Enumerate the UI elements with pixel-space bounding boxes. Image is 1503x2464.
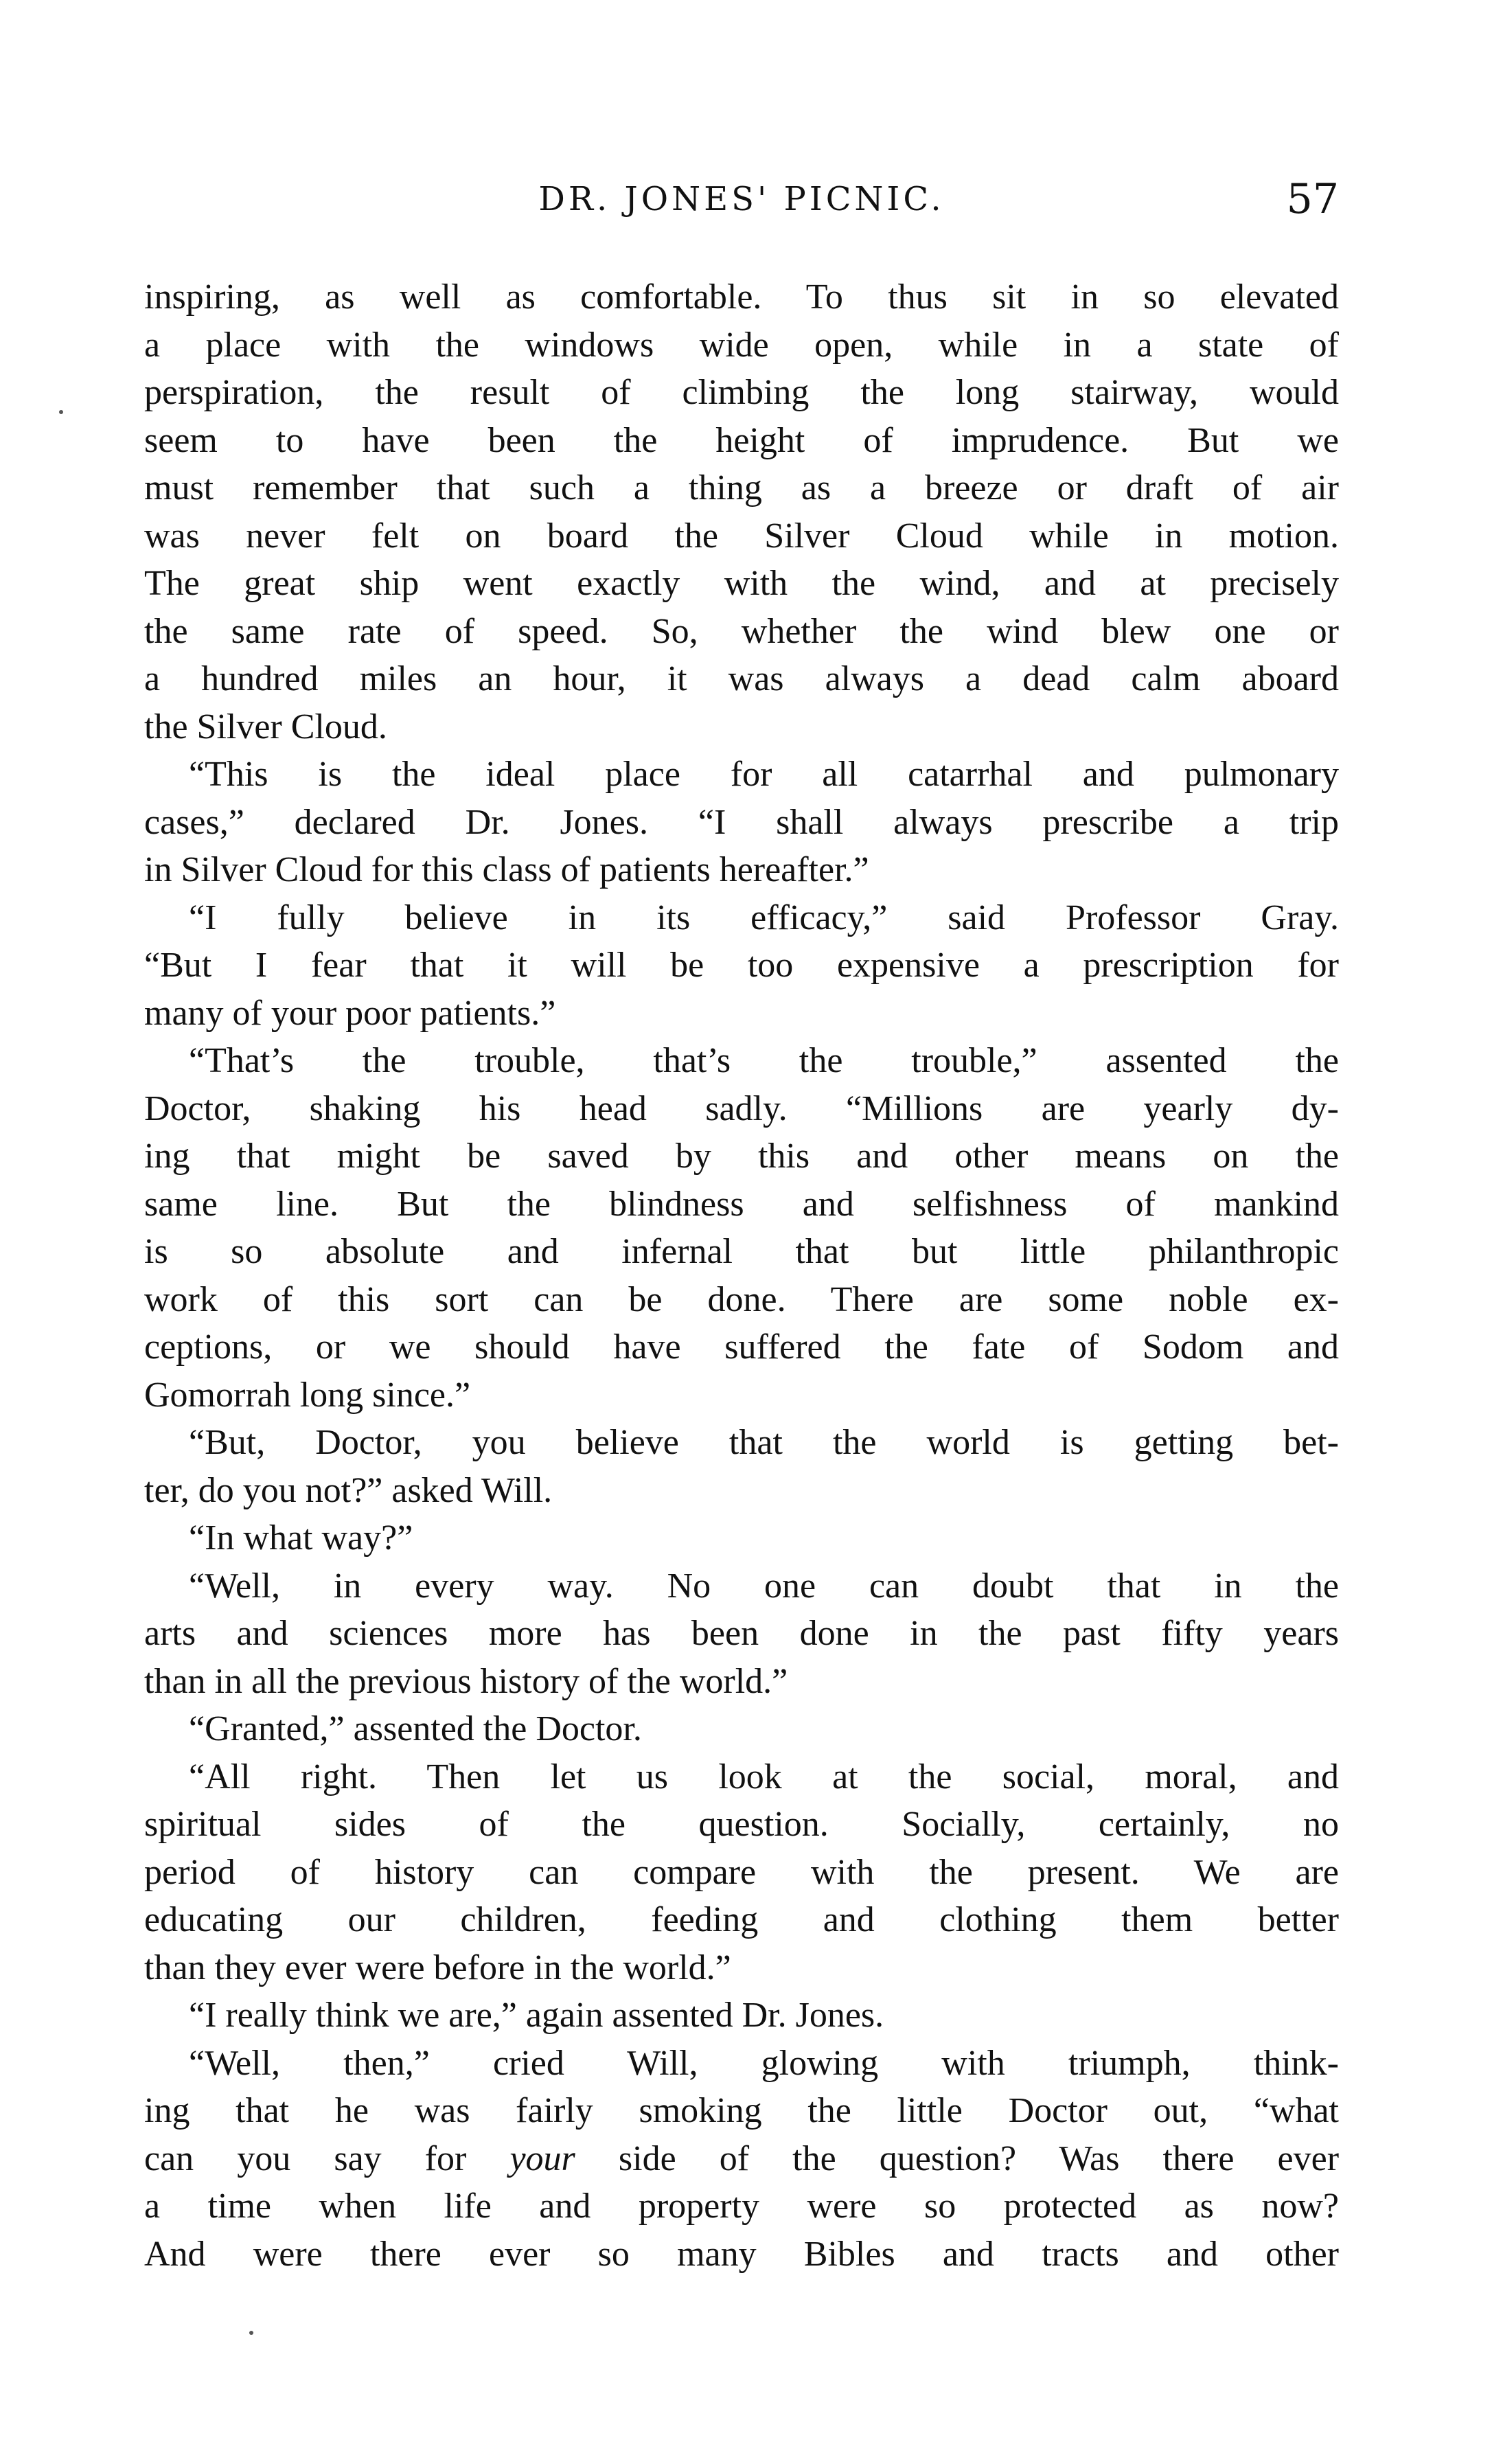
text-segment: educating our children, feeding and clothing them better: [144, 1900, 1339, 1939]
text-line: [144, 2040, 1339, 2088]
text-line: [144, 1849, 1339, 1897]
text-segment: the Silver Cloud.: [144, 707, 387, 746]
text-segment: “I fully believe in its efficacy,” said Professor Gray.: [189, 898, 1339, 937]
text-line: [144, 1896, 1339, 1944]
text-segment: “Well, then,” cried Will, glowing with triumph, think-: [189, 2043, 1339, 2083]
text-line: [144, 1276, 1339, 1324]
text-line: [144, 608, 1339, 656]
text-line: [144, 1228, 1339, 1276]
text-line: [144, 1467, 1339, 1515]
text-segment: “But, Doctor, you believe that the world is getting bet-: [189, 1423, 1339, 1462]
body-text: [144, 273, 1339, 2278]
text-line: [144, 464, 1339, 512]
print-speck: [59, 410, 63, 414]
running-head: [144, 172, 1339, 227]
text-segment: Doctor, shaking his head sadly. “Millions are yearly dy-: [144, 1088, 1339, 1128]
text-segment: “All right. Then let us look at the social, moral, and: [189, 1757, 1339, 1796]
text-line: [144, 1180, 1339, 1229]
text-segment: inspiring, as well as comfortable. To thus sit in so elevated: [144, 277, 1339, 317]
text-segment: in Silver Cloud for this class of patients hereafter.”: [144, 850, 869, 889]
page-number: 57: [1286, 175, 1339, 223]
text-segment: many of your poor patients.”: [144, 993, 556, 1033]
text-line: [144, 799, 1339, 847]
text-segment: was never felt on board the Silver Cloud while in motion.: [144, 516, 1339, 556]
text-line: [144, 990, 1339, 1038]
text-segment: “That’s the trouble, that’s the trouble,” assented the: [189, 1041, 1339, 1080]
text-line: [144, 751, 1339, 799]
text-segment: “Well, in every way. No one can doubt that in the: [189, 1566, 1339, 1606]
text-line: [144, 2182, 1339, 2231]
text-line: [144, 942, 1339, 990]
running-title: DR. JONES' PICNIC.: [538, 180, 945, 218]
text-segment: side of the question? Was there ever: [575, 2138, 1340, 2178]
text-line: [144, 1419, 1339, 1467]
text-segment: seem to have been the height of imprudence. But we: [144, 420, 1339, 460]
text-line: [144, 894, 1339, 942]
text-segment: cases,” declared Dr. Jones. “I shall always prescribe a trip: [144, 802, 1339, 842]
text-line: [144, 655, 1339, 703]
italic-text: your: [509, 2138, 575, 2178]
text-segment: And were there ever so many Bibles and tracts and other: [144, 2234, 1339, 2274]
text-line: [144, 1753, 1339, 1801]
text-line: [144, 512, 1339, 560]
text-segment: than they ever were before in the world.”: [144, 1948, 731, 1987]
text-line: [144, 273, 1339, 321]
text-segment: same line. But the blindness and selfishness of mankind: [144, 1184, 1339, 1224]
text-line: [144, 1085, 1339, 1133]
text-segment: “Granted,” assented the Doctor.: [189, 1709, 642, 1748]
text-line: [144, 369, 1339, 417]
text-line: [144, 1562, 1339, 1610]
text-segment: perspiration, the result of climbing the long stairway, would: [144, 373, 1339, 412]
text-segment: ceptions, or we should have suffered the fate of Sodom and: [144, 1327, 1339, 1367]
text-line: [144, 1610, 1339, 1658]
text-line: [144, 703, 1339, 751]
text-line: [144, 2135, 1339, 2183]
text-line: [144, 1132, 1339, 1180]
text-line: [144, 846, 1339, 894]
text-line: [144, 2087, 1339, 2135]
text-line: [144, 1705, 1339, 1753]
text-segment: arts and sciences more has been done in the past fifty years: [144, 1614, 1339, 1653]
text-line: [144, 1323, 1339, 1371]
text-segment: must remember that such a thing as a breeze or draft of air: [144, 468, 1339, 507]
text-segment: a time when life and property were so protected as now?: [144, 2187, 1339, 2226]
text-segment: the same rate of speed. So, whether the wind blew one or: [144, 611, 1339, 651]
text-line: [144, 1514, 1339, 1562]
text-segment: The great ship went exactly with the wind, and at precisely: [144, 564, 1339, 603]
text-line: [144, 1658, 1339, 1706]
text-segment: is so absolute and infernal that but little philanthropic: [144, 1232, 1339, 1271]
text-line: [144, 560, 1339, 608]
text-line: [144, 321, 1339, 369]
text-line: [144, 1037, 1339, 1085]
text-segment: a place with the windows wide open, while in a state of: [144, 325, 1339, 365]
text-segment: than in all the previous history of the world.”: [144, 1661, 788, 1701]
text-segment: a hundred miles an hour, it was always a dead calm aboard: [144, 659, 1339, 698]
text-segment: period of history can compare with the present. We are: [144, 1852, 1339, 1892]
text-segment: ing that he was fairly smoking the little Doctor out, “what: [144, 2091, 1339, 2130]
text-line: [144, 1801, 1339, 1849]
text-line: [144, 417, 1339, 465]
text-line: [144, 1944, 1339, 1992]
print-speck: [249, 2331, 253, 2335]
text-segment: Gomorrah long since.”: [144, 1375, 471, 1415]
text-segment: can you say for: [144, 2138, 510, 2178]
text-segment: “But I fear that it will be too expensive a prescription for: [144, 946, 1339, 985]
text-segment: “In what way?”: [189, 1518, 413, 1558]
text-segment: “This is the ideal place for all catarrhal and pulmonary: [189, 755, 1339, 794]
text-segment: work of this sort can be done. There are some noble ex-: [144, 1279, 1339, 1319]
text-line: [144, 1992, 1339, 2040]
text-line: [144, 1371, 1339, 1419]
text-segment: “I really think we are,” again assented Dr. Jones.: [189, 1996, 884, 2035]
text-line: [144, 2231, 1339, 2279]
text-segment: spiritual sides of the question. Socially, certainly, no: [144, 1805, 1339, 1844]
text-segment: ter, do you not?” asked Will.: [144, 1470, 553, 1510]
text-segment: ing that might be saved by this and other means on the: [144, 1137, 1339, 1176]
